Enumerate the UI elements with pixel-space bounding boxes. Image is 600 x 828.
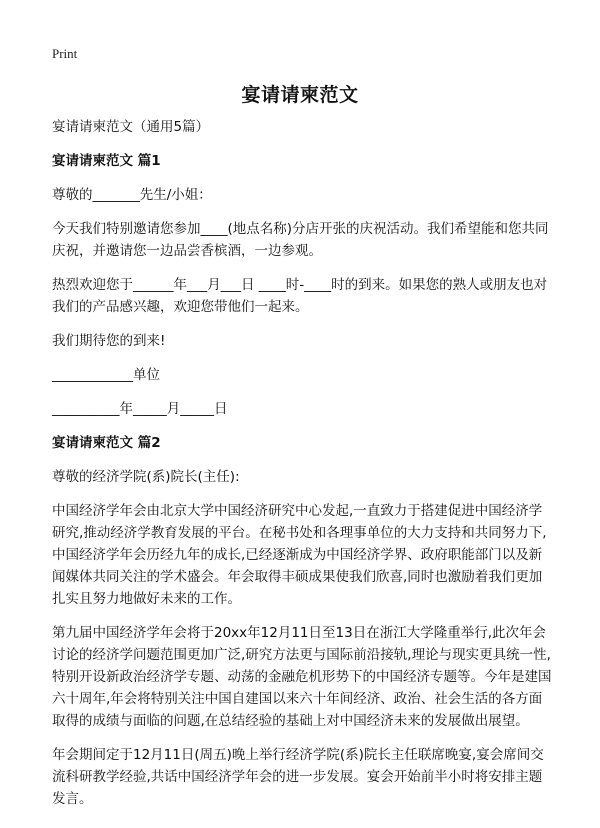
document-body [52, 116, 552, 822]
section1-paragraph-2: 热烈欢迎您于______年___月___日 ____时-____时的到来。如果您的熟人或朋友也对我们的产品感兴趣，欢迎您带他们一起来。 [52, 277, 548, 315]
document-subtitle: 宴请请柬范文（通用5篇） [52, 119, 210, 135]
section2-paragraph-1: 中国经济学年会由北京大学中国经济研究中心发起,一直致力于搭建促进中国经济学研究,推动经济学教育发展的平台。在秘书处和各理事单位的大力支持和共同努力下,中国经济学年会历经九年的成长,已经逐渐成为中国经济学界、政府职能部门以及新闻媒体共同关注的学术盛会。年会取得丰硕成果使我们欣喜,同时也激励着我们更加扎实且努力地做好未来的工作。 [52, 503, 547, 607]
section2-paragraph-3: 年会期间定于12月11日(周五)晚上举行经济学院(系)院长主任联席晚宴,宴会席间交流科研教学经验,共话中国经济学年会的进一步发展。宴会开始前半小时将安排主题发言。 [52, 747, 544, 807]
section1-paragraph-3: 我们期待您的到来! [52, 333, 166, 349]
section-heading-1: 宴请请柬范文 篇1 [52, 153, 161, 169]
section1-signature-date: __________年_____月_____日 [52, 401, 228, 417]
section1-paragraph-1: 今天我们特别邀请您参加____(地点名称)分店开张的庆祝活动。我们希望能和您共同庆祝，并邀请您一边品尝香槟酒，一边参观。 [52, 221, 549, 259]
section1-signature-unit: ____________单位 [52, 367, 160, 383]
section2-greeting: 尊敬的经济学院(系)院长(主任): [52, 469, 240, 485]
section1-greeting: 尊敬的_______先生/小姐： [52, 187, 212, 203]
page-title: 宴请请柬范文 [241, 84, 359, 106]
section-heading-2: 宴请请柬范文 篇2 [52, 435, 161, 451]
section2-paragraph-2: 第九届中国经济学年会将于20xx年12月11日至13日在浙江大学隆重举行,此次年会讨论的经济学问题范围更加广泛,研究方法更与国际前沿接轨,理论与现实更具统一性,特别开设新政治经济学专题、动荡的金融危机形势下的中国经济专题等。今年是建国六十周年,年会将特别关注中国自建国以来六十年间经济、政治、社会生活的各方面取得的成绩与面临的问题,在总结经验的基础上对中国经济未来的发展做出展望。 [52, 625, 552, 729]
print-link[interactable]: Print [52, 46, 78, 61]
